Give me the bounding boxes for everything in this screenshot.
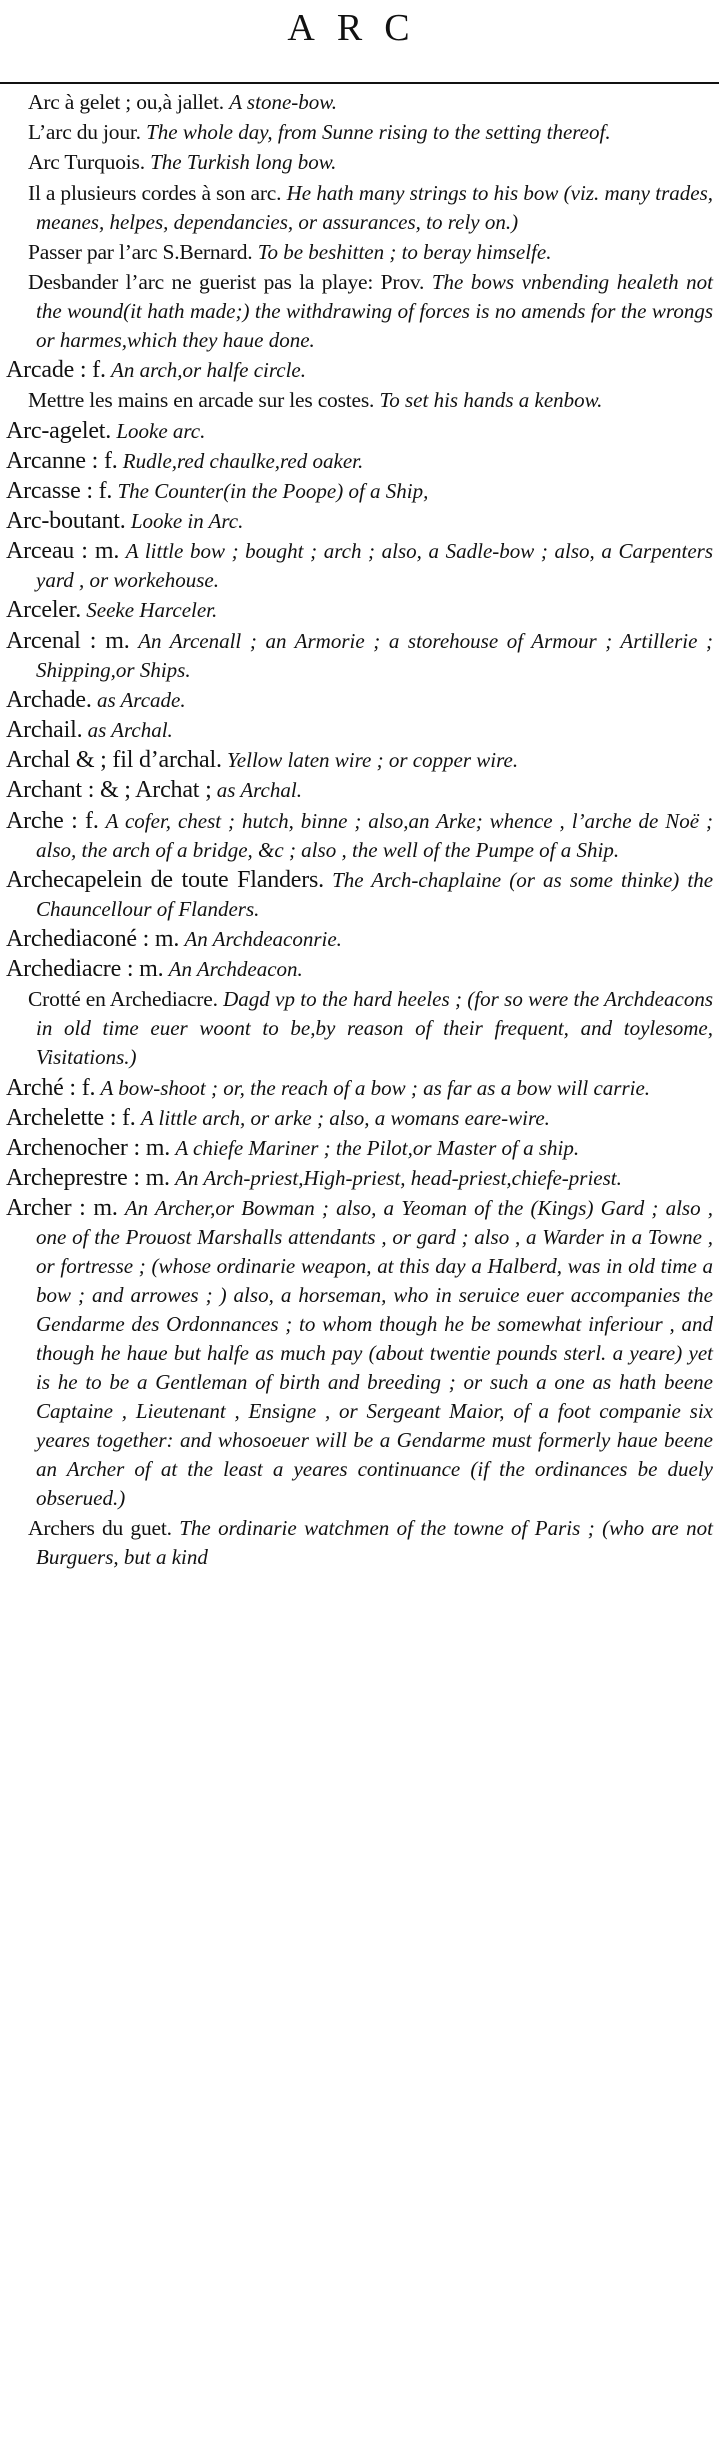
entry-gloss: To be beshitten ; to beray himselfe.	[257, 239, 552, 264]
dictionary-entry	[6, 716, 713, 745]
entry-headword: Arc Turquois.	[28, 150, 145, 175]
entry-gloss: A bow-shoot ; or, the reach of a bow ; as far as a bow will carrie.	[100, 1075, 651, 1100]
dictionary-entry	[6, 776, 713, 805]
entry-gloss: A little bow ; bought ; arch ; also, a Sadle-bow ; also, a Carpenters yard , or workehouse.	[36, 539, 714, 593]
entry-headword: Il a plusieurs cordes à son arc.	[28, 180, 282, 205]
entry-headword: Arceler.	[6, 597, 82, 624]
entry-gloss: An Arch-priest,High-priest, head-priest,chiefe-priest.	[175, 1166, 622, 1191]
entry-gloss: The bows vnbending healeth not the wound(it hath made;) the withdrawing of forces is no amends for the wrongs or harmes,which they haue done.	[36, 269, 713, 352]
dictionary-entry	[6, 447, 713, 476]
sub-entry	[6, 268, 713, 355]
entry-gloss: A little arch, or arke ; also, a womans eare-wire.	[140, 1105, 550, 1130]
entry-headword: Arc à gelet ; ou,à jallet.	[28, 90, 224, 114]
dictionary-entry	[6, 1164, 713, 1193]
entry-headword: Arcenal : m.	[6, 627, 130, 654]
entry-gloss: A cofer, chest ; hutch, binne ; also,an Arke; whence , l’arche de Noë ; also, the arch of a bridge, &c ; also , the well of the Pumpe of a Ship.	[36, 808, 714, 862]
entry-headword: Passer par l’arc S.Bernard.	[28, 239, 253, 264]
dictionary-entry	[6, 866, 713, 924]
entry-headword: Arc-boutant.	[6, 508, 126, 535]
dictionary-entry	[6, 1134, 713, 1163]
entry-column	[6, 88, 713, 1574]
entry-gloss: Rudle,red chaulke,red oaker.	[122, 448, 364, 473]
entry-headword: Mettre les mains en arcade sur les costes.	[28, 388, 375, 413]
entry-headword: Archers du guet.	[28, 1516, 172, 1541]
dictionary-entry	[6, 507, 713, 536]
entry-gloss: An Archdeacon.	[168, 957, 303, 982]
entry-gloss: The Turkish long bow.	[150, 150, 337, 175]
entry-headword: Archelette : f.	[6, 1104, 136, 1131]
dictionary-entry	[6, 1074, 713, 1103]
entry-headword: Archecapelein de toute Flanders.	[6, 866, 324, 893]
entry-gloss: He hath many strings to his bow (viz. many trades, meanes, helpes, dependancies, or assurances, to rely on.)	[36, 180, 713, 234]
entry-headword: Arceau : m.	[6, 538, 120, 565]
sub-entry	[6, 386, 713, 415]
entry-gloss: Looke arc.	[116, 418, 206, 443]
sub-entry	[6, 985, 713, 1072]
entry-gloss: as Archal.	[216, 778, 302, 803]
page-header: ARC	[287, 7, 432, 49]
dictionary-entry	[6, 537, 713, 595]
entry-headword: Archenocher : m.	[6, 1134, 171, 1161]
dictionary-entry	[6, 925, 713, 954]
entry-gloss: Seeke Harceler.	[86, 598, 218, 623]
entry-headword: Archal & ; fil d’archal.	[6, 747, 222, 774]
sub-entry	[6, 148, 713, 177]
sub-entry	[6, 118, 713, 147]
entry-headword: Archant : & ; Archat ;	[6, 777, 212, 804]
entry-headword: Archail.	[6, 717, 83, 743]
entry-gloss: An arch,or halfe circle.	[111, 358, 306, 383]
dictionary-entry	[6, 807, 713, 865]
dictionary-entry	[6, 1194, 713, 1513]
entry-headword: Crotté en Archediacre.	[28, 987, 218, 1012]
entry-headword: Arcanne : f.	[6, 447, 118, 474]
entry-headword: Archade.	[6, 686, 92, 713]
entry-headword: Arché : f.	[6, 1074, 96, 1101]
sub-entry	[6, 179, 713, 237]
entry-gloss: A chiefe Mariner ; the Pilot,or Master of a ship.	[175, 1135, 580, 1160]
dictionary-entry	[6, 596, 713, 625]
sub-entry	[6, 238, 713, 267]
dictionary-entry	[6, 955, 713, 984]
entry-headword: Arche : f.	[6, 807, 99, 834]
sub-entry	[6, 88, 713, 117]
entry-headword: Archer : m.	[6, 1195, 118, 1222]
dictionary-entry	[6, 417, 713, 446]
entry-gloss: The Counter(in the Poope) of a Ship,	[117, 478, 429, 503]
entry-headword: Arcade : f.	[6, 357, 106, 384]
entry-gloss: A stone-bow.	[229, 90, 337, 114]
header-rule	[0, 82, 719, 84]
entry-gloss: An Arcenall ; an Armorie ; a storehouse of Armour ; Artillerie ; Shipping,or Ships.	[36, 628, 714, 682]
entry-gloss: To set his hands a kenbow.	[379, 388, 603, 413]
entry-headword: Arcasse : f.	[6, 477, 113, 504]
entry-gloss: The Arch-chaplaine (or as some thinke) the Chauncellour of Flanders.	[36, 867, 714, 921]
dictionary-entry	[6, 356, 713, 385]
entry-gloss: as Arcade.	[96, 687, 186, 712]
entry-gloss: An Archdeaconrie.	[184, 926, 342, 951]
dictionary-entry	[6, 746, 713, 775]
entry-gloss: Looke in Arc.	[130, 509, 244, 534]
entry-headword: Archediacre : m.	[6, 956, 164, 983]
entry-gloss: The ordinarie watchmen of the towne of Paris ; (who are not Burguers, but a kind	[36, 1516, 713, 1570]
entry-headword: Archeprestre : m.	[6, 1165, 170, 1192]
entry-headword: Archediaconé : m.	[6, 925, 180, 952]
entry-headword: Arc-agelet.	[6, 417, 112, 444]
sub-entry	[6, 1514, 713, 1572]
entry-gloss: The whole day, from Sunne rising to the setting thereof.	[146, 120, 611, 145]
entry-gloss: Yellow laten wire ; or copper wire.	[227, 748, 519, 773]
entry-gloss: An Archer,or Bowman ; also, a Yeoman of the (Kings) Gard ; also , one of the Prouost Marshalls attendants , or gard ; also , a Warder in a Towne , or fortresse ; (whose ordinarie weapon, at this day a Halberd, was in old time a bow ; and arrowes ; ) also, a horseman, who in seruice euer accompanies the Gendarme des Ordonnances ; to whom though he be somewhat inferiour , and though he haue but halfe as much pay (about twentie pounds sterl. a yeare) yet is he to be a Gentleman of birth and breeding ; or such a one as hath beene Captaine , Lieutenant , Ensigne , or Sergeant Maior, of a foot companie six yeares together: and whosoeuer will be a Gendarme must formerly haue beene an Archer of at the least a yeares continuance (if the ordinances be duely obserued.)	[36, 1196, 713, 1511]
entry-gloss: as Archal.	[87, 718, 173, 742]
dictionary-entry	[6, 627, 713, 685]
entry-headword: L’arc du jour.	[28, 120, 141, 145]
entry-gloss: Dagd vp to the hard heeles ; (for so were the Archdeacons in old time euer woont to be,by reason of their frequent, and toylesome, Visitations.)	[36, 987, 713, 1070]
entry-headword: Desbander l’arc ne guerist pas la playe: Prov.	[28, 269, 425, 294]
dictionary-entry	[6, 1104, 713, 1133]
dictionary-entry	[6, 686, 713, 715]
dictionary-entry	[6, 477, 713, 506]
